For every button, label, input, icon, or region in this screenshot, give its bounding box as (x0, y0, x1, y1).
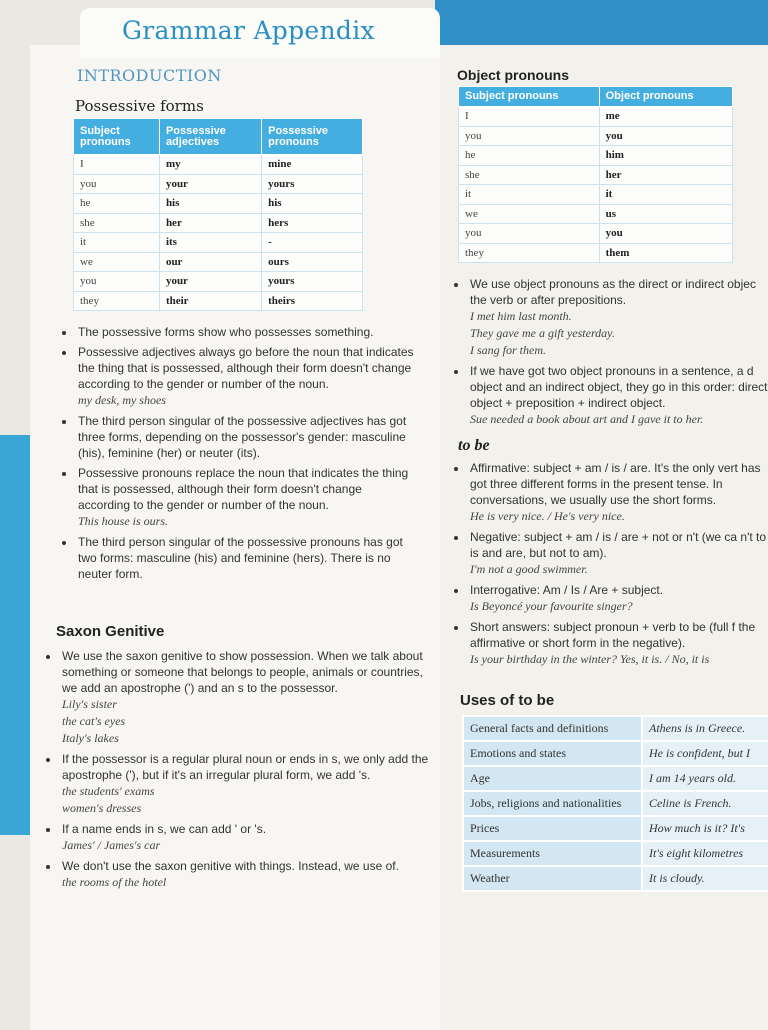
saxon-heading: Saxon Genitive (56, 623, 165, 640)
table-cell: yours (262, 174, 363, 194)
example-text: Is your birthday in the winter? Yes, it is. / No, it is (470, 652, 710, 666)
table-cell: him (599, 146, 732, 166)
table-row (459, 243, 733, 263)
note-text: • Negative: subject + am / is / are + not or n't (we ca n't to is and are, but not to am). (470, 530, 767, 560)
table-row (459, 146, 733, 166)
table-cell: ours (262, 252, 363, 272)
table-cell: she (74, 213, 160, 233)
note-text: • Affirmative: subject + am / is / are. It's the only vert has got three different forms in the present tense. In conversations, we usually use the short forms. (470, 461, 761, 507)
list-item (60, 858, 430, 891)
table-row (459, 126, 733, 146)
table-cell: you (599, 126, 732, 146)
table-cell: us (599, 204, 732, 224)
table-cell: he (74, 194, 160, 214)
note-text: • Interrogative: Am / Is / Are + subject. (470, 583, 664, 597)
table-row (74, 272, 363, 292)
table-cell: your (159, 174, 261, 194)
note-text: • Short answers: subject pronoun + verb to be (full f the affirmative or short form in the negative). (470, 620, 756, 650)
col-header: Possessive adjectives (159, 119, 261, 155)
list-item (76, 344, 416, 409)
table-cell: I am 14 years old. (642, 766, 768, 791)
example-text: my desk, my shoes (78, 393, 166, 407)
table-row (463, 791, 768, 816)
table-row (459, 165, 733, 185)
note-text: • We use the saxon genitive to show possession. When we talk about something or someone that belongs to people, animals or countries, we add an apostrophe (') and an s to the possessor. (62, 649, 423, 695)
table-row (74, 155, 363, 175)
object-table (458, 86, 733, 263)
table-cell: General facts and definitions (463, 716, 642, 741)
note-text: • If the possessor is a regular plural noun or ends in s, we only add the apostrophe ('), but if it's an irregular plural form, we add 's. (62, 752, 429, 782)
table-cell: it (599, 185, 732, 205)
table-cell: I (74, 155, 160, 175)
table-cell: It's eight kilometres (642, 841, 768, 866)
list-item (76, 413, 416, 461)
saxon-notes (48, 648, 430, 895)
possessive-notes (64, 324, 416, 586)
table-cell: her (159, 213, 261, 233)
example-text: Sue needed a book about art and I gave it to her. (470, 412, 704, 426)
intro-heading: INTRODUCTION (77, 66, 222, 85)
table-cell: Jobs, religions and nationalities (463, 791, 642, 816)
note-text: • If a name ends in s, we can add ' or 's. (62, 822, 267, 836)
uses-heading: Uses of to be (460, 692, 555, 709)
table-cell: you (459, 126, 600, 146)
table-cell: your (159, 272, 261, 292)
table-cell: my (159, 155, 261, 175)
example-text: I'm not a good swimmer. (470, 562, 588, 576)
table-cell: theirs (262, 291, 363, 311)
table-cell: her (599, 165, 732, 185)
col-header: Subject pronouns (459, 87, 600, 107)
table-cell: his (159, 194, 261, 214)
table-row (463, 866, 768, 891)
table-cell: its (159, 233, 261, 253)
example-text: the students' exams (62, 784, 155, 798)
note-text: • The possessive forms show who possesses something. (78, 325, 374, 339)
table-cell: Athens is in Greece. (642, 716, 768, 741)
col-header: Object pronouns (599, 87, 732, 107)
table-row (459, 107, 733, 127)
example-text: They gave me a gift yesterday. (470, 326, 615, 340)
table-cell: you (74, 272, 160, 292)
note-text: • Possessive pronouns replace the noun that indicates the thing that is possessed, although their form doesn't change according to the gender or number of the noun. (78, 466, 409, 512)
table-cell: Age (463, 766, 642, 791)
tobe-notes (456, 460, 768, 672)
list-item (60, 751, 430, 817)
table-cell: It is cloudy. (642, 866, 768, 891)
list-item (76, 465, 416, 530)
table-cell: I (459, 107, 600, 127)
table-cell: they (459, 243, 600, 263)
table-row (463, 816, 768, 841)
list-item (60, 821, 430, 854)
table-cell: Prices (463, 816, 642, 841)
table-cell: Emotions and states (463, 741, 642, 766)
table-row (459, 185, 733, 205)
table-cell: we (459, 204, 600, 224)
table-cell: his (262, 194, 363, 214)
table-cell: hers (262, 213, 363, 233)
table-cell: you (74, 174, 160, 194)
table-row (74, 252, 363, 272)
col-header: Possessive pronouns (262, 119, 363, 155)
object-heading: Object pronouns (457, 67, 569, 83)
example-text: women's dresses (62, 801, 142, 815)
note-text: • The third person singular of the possessive adjectives has got three forms, depending on the possessor's gender: masculine (his), feminine (her) or neuter (its). (78, 414, 407, 460)
note-text: • If we have got two object pronouns in a sentence, a d object and an indirect object, they go in this order: direct object + preposition + indirect object. (470, 364, 768, 410)
table-row (74, 194, 363, 214)
list-item (468, 529, 768, 578)
table-cell: you (599, 224, 732, 244)
example-text: Italy's lakes (62, 731, 119, 745)
note-text: • We don't use the saxon genitive with things. Instead, we use of. (62, 859, 399, 873)
table-cell: Celine is French. (642, 791, 768, 816)
note-text: • The third person singular of the possessive pronouns has got two forms: masculine (his) and feminine (hers). There is no neuter form. (78, 535, 403, 581)
list-item (76, 324, 416, 340)
list-item (468, 363, 768, 428)
table-cell: we (74, 252, 160, 272)
left-edge-band (0, 435, 30, 835)
example-text: I sang for them. (470, 343, 546, 357)
list-item (468, 460, 768, 525)
table-cell: it (459, 185, 600, 205)
table-row (74, 233, 363, 253)
table-cell: they (74, 291, 160, 311)
table-cell: their (159, 291, 261, 311)
table-row (74, 291, 363, 311)
example-text: the rooms of the hotel (62, 875, 167, 889)
table-cell: Measurements (463, 841, 642, 866)
table-cell: mine (262, 155, 363, 175)
table-cell: yours (262, 272, 363, 292)
example-text: I met him last month. (470, 309, 572, 323)
table-row (459, 224, 733, 244)
tobe-heading: to be (458, 437, 490, 454)
example-text: He is very nice. / He's very nice. (470, 509, 625, 523)
list-item (468, 619, 768, 668)
page-title: Grammar Appendix (122, 16, 375, 45)
table-cell: it (74, 233, 160, 253)
table-row (463, 841, 768, 866)
table-row (463, 716, 768, 741)
example-text: James' / James's car (62, 838, 161, 852)
table-cell: she (459, 165, 600, 185)
top-right-band (435, 0, 768, 45)
object-notes (456, 276, 768, 432)
list-item (60, 648, 430, 747)
table-row (463, 741, 768, 766)
table-cell: How much is it? It's (642, 816, 768, 841)
example-text: the cat's eyes (62, 714, 126, 728)
table-cell: them (599, 243, 732, 263)
possessive-table (73, 118, 363, 311)
list-item (468, 582, 768, 615)
table-cell: Weather (463, 866, 642, 891)
table-row (74, 174, 363, 194)
table-cell: me (599, 107, 732, 127)
table-row (74, 213, 363, 233)
table-cell: He is confident, but I (642, 741, 768, 766)
table-row (463, 766, 768, 791)
table-row (459, 204, 733, 224)
possessive-heading: Possessive forms (75, 97, 204, 115)
table-cell: you (459, 224, 600, 244)
list-item (468, 276, 768, 359)
table-cell: he (459, 146, 600, 166)
example-text: Lily's sister (62, 697, 117, 711)
uses-table (462, 715, 768, 892)
table-cell: - (262, 233, 363, 253)
list-item (76, 534, 416, 582)
example-text: This house is ours. (78, 514, 169, 528)
note-text: • Possessive adjectives always go before the noun that indicates the thing that is possessed, although their form doesn't change according to the gender or number of the noun. (78, 345, 414, 391)
note-text: • We use object pronouns as the direct or indirect objec the verb or after prepositions. (470, 277, 756, 307)
table-cell: our (159, 252, 261, 272)
example-text: Is Beyoncé your favourite singer? (470, 599, 633, 613)
col-header: Subject pronouns (74, 119, 160, 155)
